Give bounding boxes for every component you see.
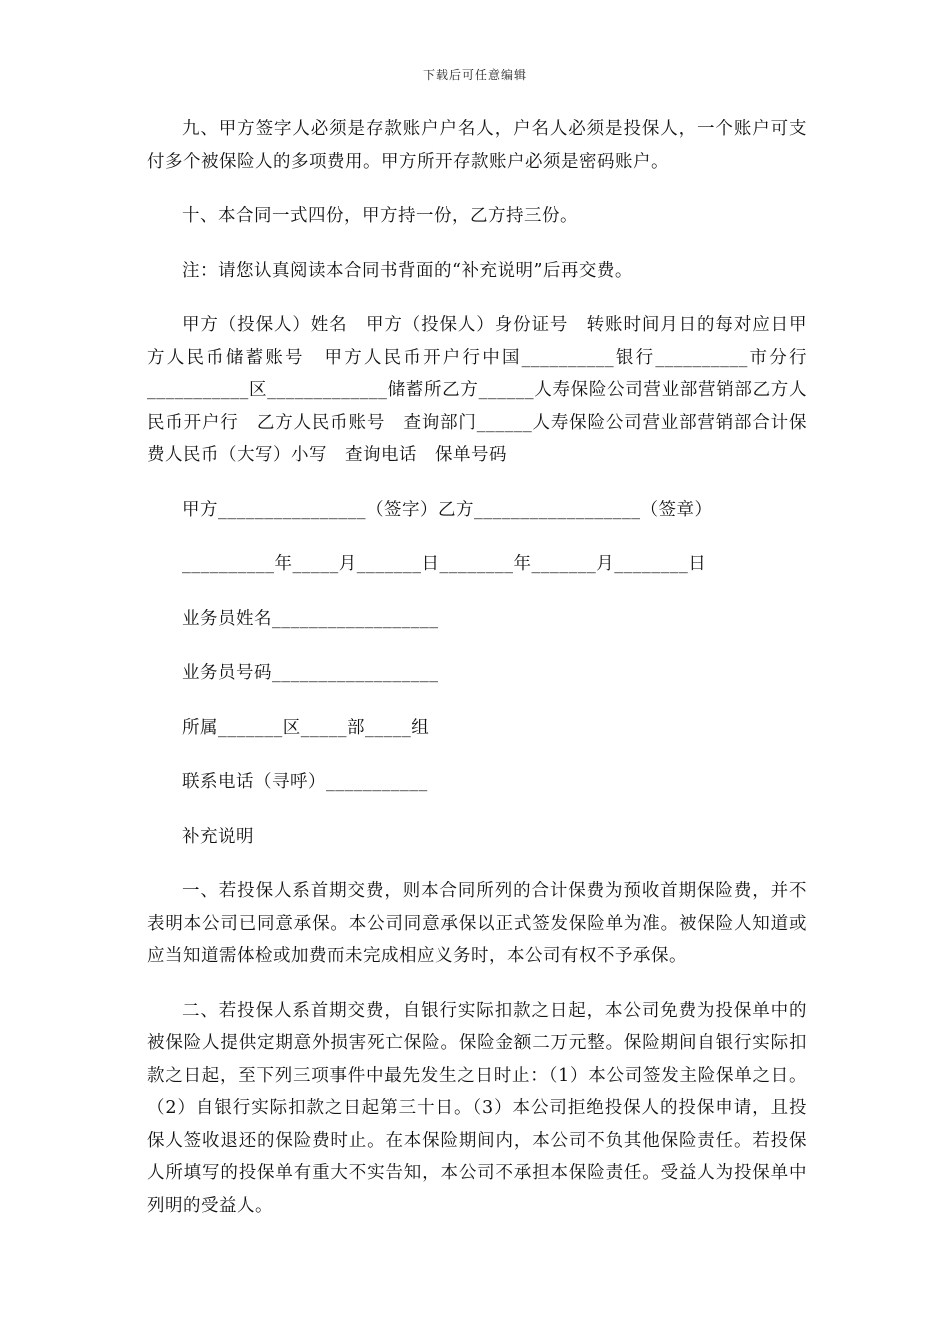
supplement-item-one: 一、若投保人系首期交费，则本合同所列的合计保费为预收首期保险费，并不表明本公司已同意承保。本公司同意承保以正式签发保险单为准。被保险人知道或应当知道需体检或加费而未完成相应义务时，本公司有权不予承保。 <box>147 881 807 966</box>
supplement-title: 补充说明 <box>182 826 254 847</box>
clause-nine: 九、甲方签字人必须是存款账户户名人，户名人必须是投保人，一个账户可支付多个被保险人的多项费用。甲方所开存款账户必须是密码账户。 <box>147 119 807 172</box>
clause-ten: 十、本合同一式四份，甲方持一份，乙方持三份。 <box>182 206 578 226</box>
supplement-item-two: 二、若投保人系首期交费，自银行实际扣款之日起，本公司免费为投保单中的被保险人提供定期意外损害死亡保险。保险金额二万元整。保险期间自银行实际扣款之日起，至下列三项事件中最先发生之日时止：（1）本公司签发主险保单之日。（2）自银行实际扣款之日起第三十日。（3）本公司拒绝投保人的投保申请，且投保人签收退还的保险费时止。在本保险期间内，本公司不负其他保险责任。若投保人所填写的投保单有重大不实告知，本公司不承担本保险责任。受益人为投保单中列明的受益人。 <box>147 1000 807 1216</box>
signature-line: 甲方________________（签字）乙方__________________（签章） <box>182 499 713 520</box>
parties-info: 甲方（投保人）姓名 甲方（投保人）身份证号 转账时间月日的每对应日甲方人民币储蓄账号 甲方人民币开户行中国__________银行__________市分行___________区_____________储蓄所乙方______人寿保险公司营业部营销部乙方人民币开户行 乙方人民币账号 查询部门______人寿保险公司营业部营销部合计保费人民币（大写）小写 查询电话 保单号码 <box>147 315 807 465</box>
header-note: 下载后可任意编辑 <box>422 68 527 82</box>
agent-name-line: 业务员姓名__________________ <box>182 608 439 629</box>
date-line: __________年_____月_______日________年_______月________日 <box>182 554 707 574</box>
agent-number-line: 业务员号码__________________ <box>182 663 439 683</box>
contact-phone-line: 联系电话（寻呼）___________ <box>182 772 428 792</box>
reading-note: 注：请您认真阅读本合同书背面的“补充说明”后再交费。 <box>182 260 633 281</box>
document-body <box>147 113 807 1244</box>
affiliation-line: 所属_______区_____部_____组 <box>182 717 430 738</box>
